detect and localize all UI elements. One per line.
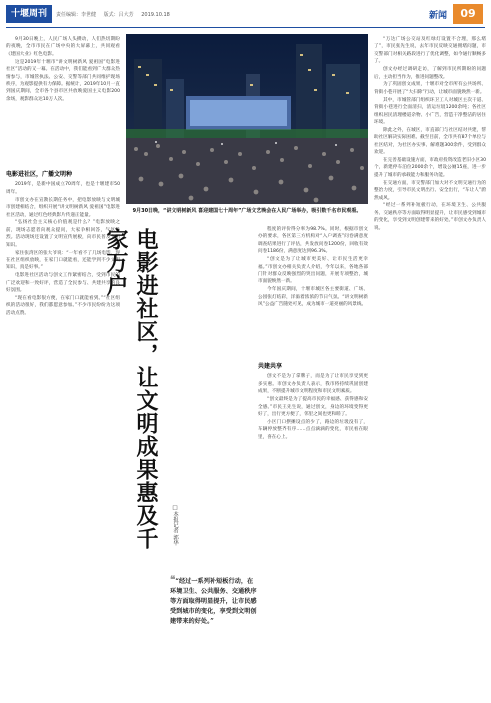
paragraph: “创文最终是为了提高市民的幸福感、获得感和安全感。”市民王先生说，通过创文，身边的环境变得更好了，出行更方便了，邻里之间也更和睦了。 [258,397,368,417]
subhead: 共建共享 [258,363,283,370]
paragraph: 在完善基础设施方面，市政府投资改造老旧小区30个，新建停车泊位2000余个，增设公厕15座，进一步提升了城市的承载能力和服务功能。 [374,158,486,178]
paragraph: 创文不是为了拿牌子，而是为了让市民享受到更多实惠。市创文办负责人表示，我市将持续巩固创建成果，不断提升城市文明程度和市民文明素质。 [258,374,368,395]
paragraph: 9月30日晚上，人民广场人头攒动，人们热切期盼的夜晚，全市市民在广场中央的大屏幕上，共同观看《建国大业》红色电影。 [6,37,120,57]
article-byline: □本报记者 郭华 [172,505,178,546]
paragraph: “现在看电影很方便，在家门口就能看到。”“社区组织的活动很好，我们都愿意参加。”不少市民纷纷为这项活动点赞。 [6,296,120,316]
paragraph: 这是2019年十堰市“讲文明树新风 爱祖国”电影进社区”活动的又一幕。在活动中，我们能看到广大群众热情参与，市城管执法、公安、交警等部门共同维护现场秩序，为观影提供有力保障。据统计，2019年10月一直到国庆期间，全市各个县市区共放映爱国主义电影200余场，观影群众达10万人次。 [6,59,120,102]
pull-quote-text: “经过一系列补短板行动，在环境卫生、公共服务、交通秩序等方面取得明显提升，让市民感受到城市的变化，享受到文明创建带来的好处。” [170,578,257,625]
article-column-3 [374,36,486,698]
page-number: 09 [453,4,483,24]
editor-credit: 责任编辑：李世健 [56,12,97,18]
event-photo [126,34,368,204]
subhead: 电影进社区，广播文明种 [6,171,73,178]
pull-quote [170,576,258,650]
paragraph: 程度的评价得分率为98.7%。同时，根据市创文办的要求，各区第三方机构对“入户调查”问卷满意度调查结果进行了评估，共发放问卷1200份，回收有效问卷1186份，满意度达到96.3%。 [258,227,368,255]
section-name: 新闻 [428,11,447,21]
article-headline: 电影进社区，让文明成果惠及千家万户 [103,228,159,550]
paragraph: 2019年，是新中国成立70周年，也是十堰建市50周年。 [6,182,120,195]
paragraph: 今年国庆期间，十堰市城区各主要街道、广场、公园张灯结彩，洋溢着浓浓的节日气氛。“讲文明树新风”公益广告随处可见，成为城市一道亮丽的风景线。 [258,287,368,308]
article-column-1 [6,36,120,164]
paragraph: 为了巩固创文成果，十堰市对全市所有公共场所、背街小巷开展了“大扫除”行动，让城市面貌焕然一新。 [374,82,486,95]
design-credit: 版式：吕大芳 [103,12,134,18]
column-tag: 十堰周刊 [6,5,52,23]
paragraph: 创文办经过调研走访，了解到市民所期盼的问题后，主动担当作为，推进问题整改。 [374,67,486,80]
paragraph: “弘扬社会主义核心价值观是什么？”电影放映之前，现场志愿者向观众提问，大家争相回答，气氛热烈。活动现场还设置了文明宣传展板，向市民普及文明知识。 [6,220,120,248]
header-meta [56,11,176,18]
paragraph: “经过一系列补短板行动，在环境卫生、公共服务、交通秩序等方面取得明显提升，让市民感受到城市的变化，享受到文明创建带来的好处。”市创文办负责人说。 [374,203,486,231]
paragraph: 市创文办在宣教长期任务中，把电影放映与文明城市创建相结合，组织开展“讲文明树新风 爱祖国”电影进社区活动，通过红色经典影片传递正能量。 [6,197,120,218]
paragraph: 在交通方面，市交警部门加大对不文明交通行为的整治力度，引导市民文明出行、安全出行，“车让人”蔚然成风。 [374,180,486,201]
paragraph: “万达广场公交站及红绿灯设置不合理，那么堵了”，市民张先生说，去年市民反映交通拥堵问题，市交警部门对相关路段进行了优化调整，如今通行顺畅多了。 [374,37,486,65]
page-header [0,0,491,28]
paragraph: 小区门口摆摊设点的少了，路边的垃圾没有了，车辆停放整齐有序……点点滴滴的变化，市民看在眼里，喜在心上。 [258,419,368,440]
article-column-2 [258,226,368,356]
paragraph: 其中，市城管部门组织环卫工人对城区主次干道、背街小巷进行全面清扫，清运垃圾1200余吨；各社区组织居民清理楼道杂物、小广告，营造干净整洁的居住环境。 [374,97,486,125]
paragraph: 电影进社区活动与创文工作紧密结合，受到市民的广泛欢迎和一致好评，营造了全民参与、共建共享的良好氛围。 [6,273,120,294]
article-column-2b [258,360,368,698]
paragraph: 家住张湾区的张大爷说：“一年看不了几场电影，现在社区组织放映，在家门口就能看，还能学到不少文明知识，真是好事。” [6,250,120,271]
quote-mark-icon: ❝ [170,575,176,586]
header-rule [6,27,485,28]
paragraph: 除此之外，在城区，市直部门与社区结对共建，帮助社区解决实际困难。截至目前，全市共有87个单位与社区结对，为社区办实事、解难题300余件，受到群众欢迎。 [374,127,486,156]
photo-caption: 9月30日晚，“讲文明树新风 喜迎建国七十周年”广场文艺晚会在人民广场举办，吸引数千名市民观看。 [132,208,362,214]
paragraph: “创文是为了让城市更美好、让市民生活更幸福。”市创文办相关负责人介绍，今年以来，各地各部门针对群众反映强烈的突出问题，开展专项整治，城市面貌焕然一新。 [258,257,368,285]
issue-date: 2019.10.18 [141,12,170,18]
